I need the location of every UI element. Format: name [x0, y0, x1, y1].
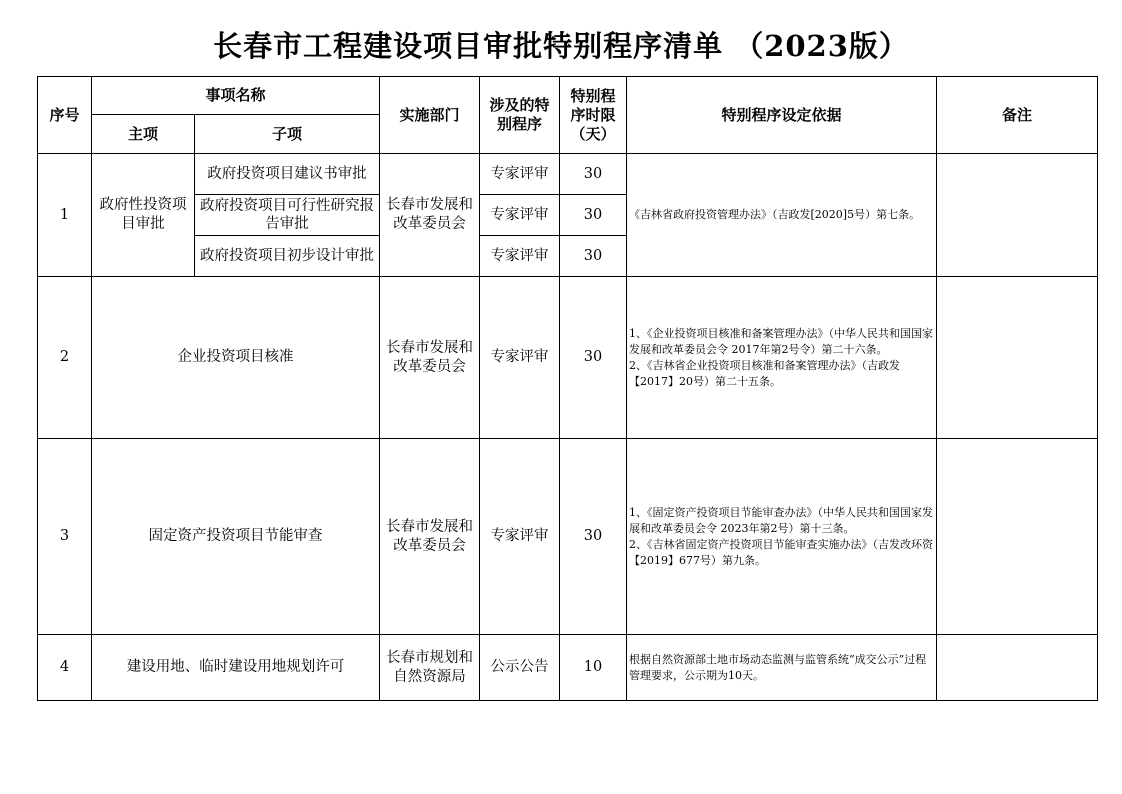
- header-procedure-line2: 别程序: [497, 115, 543, 133]
- row-time-limit: 30: [560, 195, 627, 236]
- row-no: 2: [38, 277, 92, 439]
- row-procedure: 专家评审: [480, 154, 560, 195]
- row-procedure: 专家评审: [480, 277, 560, 439]
- header-item-name: 事项名称: [92, 77, 380, 115]
- row-sub-item: 政府投资项目可行性研究报告审批: [195, 195, 380, 236]
- row-procedure: 专家评审: [480, 195, 560, 236]
- header-department: 实施部门: [380, 77, 480, 154]
- table-row: [38, 154, 1098, 195]
- row-department: 长春市发展和改革委员会: [380, 439, 480, 635]
- row-department: 长春市发展和改革委员会: [380, 277, 480, 439]
- row-sub-item: 政府投资项目初步设计审批: [195, 236, 380, 277]
- row-time-limit: 30: [560, 277, 627, 439]
- basis-text: 1、《企业投资项目核准和备案管理办法》（中华人民共和国国家发展和改革委员会令 2017年第2号令）第二十六条。: [629, 326, 934, 356]
- basis-text: 根据自然资源部土地市场动态监测与监管系统“成交公示”过程管理要求，公示期为10天。: [629, 652, 927, 682]
- row-time-limit: 30: [560, 236, 627, 277]
- row-no: 3: [38, 439, 92, 635]
- header-sub-item: 子项: [195, 115, 380, 154]
- row-department: 长春市规划和自然资源局: [380, 635, 480, 701]
- page-title: 长春市工程建设项目审批特别程序清单 （2023版）: [213, 29, 909, 63]
- row-basis: [627, 154, 937, 277]
- row-remark: [937, 439, 1098, 635]
- header-limit-line1: 特别程: [570, 86, 616, 105]
- header-main-item: 主项: [92, 115, 195, 154]
- row-main-item: 固定资产投资项目节能审查: [92, 439, 380, 635]
- row-main-item: 建设用地、临时建设用地规划许可: [92, 635, 380, 701]
- basis-text: 1、《固定资产投资项目节能审查办法》（中华人民共和国国家发展和改革委员会令 2023年第2号）第十三条。: [629, 505, 934, 535]
- row-remark: [937, 635, 1098, 701]
- header-row-1: [38, 77, 1098, 115]
- row-main-item: 企业投资项目核准: [92, 277, 380, 439]
- header-time-limit: [560, 77, 627, 154]
- header-limit-line2: 序时限: [570, 105, 616, 124]
- header-remark: 备注: [937, 77, 1098, 154]
- special-procedure-table: [37, 76, 1098, 701]
- header-no: 序号: [38, 77, 92, 154]
- table-row: [38, 635, 1098, 701]
- row-remark: [937, 154, 1098, 277]
- row-department: 长春市发展和改革委员会: [380, 154, 480, 277]
- table-row: [38, 277, 1098, 439]
- row-basis: [627, 277, 937, 439]
- row-time-limit: 30: [560, 439, 627, 635]
- basis-text: 《吉林省政府投资管理办法》（吉政发[2020]5号）第七条。: [629, 208, 921, 221]
- row-time-limit: 10: [560, 635, 627, 701]
- header-limit-line3: （天）: [570, 124, 616, 143]
- row-time-limit: 30: [560, 154, 627, 195]
- row-no: 1: [38, 154, 92, 277]
- table-row: [38, 439, 1098, 635]
- row-no: 4: [38, 635, 92, 701]
- row-basis: [627, 635, 937, 701]
- header-procedure-line1: 涉及的特: [489, 96, 550, 114]
- row-procedure: 专家评审: [480, 236, 560, 277]
- row-basis: [627, 439, 937, 635]
- row-remark: [937, 277, 1098, 439]
- row-main-item: 政府性投资项目审批: [92, 154, 195, 277]
- basis-text: 2、《吉林省企业投资项目核准和备案管理办法》（吉政发【2017】20号）第二十五条。: [629, 358, 901, 388]
- header-basis: 特别程序设定依据: [627, 77, 937, 154]
- header-procedure: [480, 77, 560, 154]
- row-sub-item: 政府投资项目建议书审批: [195, 154, 380, 195]
- row-procedure: 公示公告: [480, 635, 560, 701]
- row-procedure: 专家评审: [480, 439, 560, 635]
- basis-text: 2、《吉林省固定资产投资项目节能审查实施办法》（吉发改环资【2019】677号）第九条。: [629, 537, 934, 567]
